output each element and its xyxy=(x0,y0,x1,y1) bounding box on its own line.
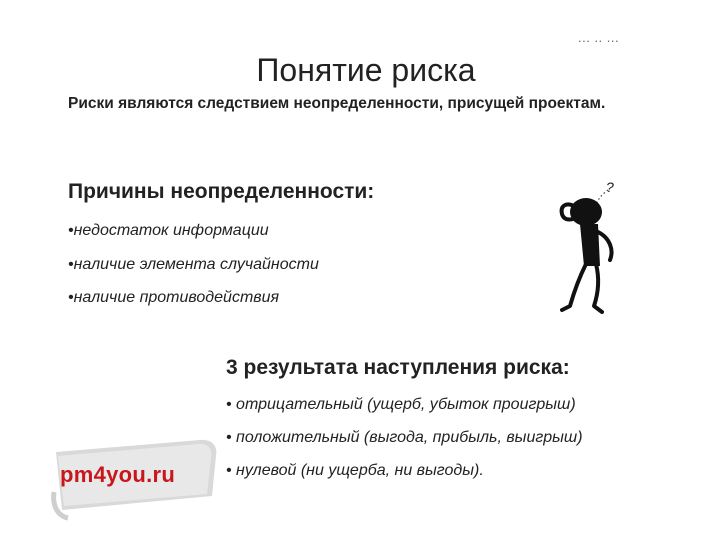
results-heading: 3 результата наступления риска: xyxy=(226,356,570,379)
question-mark-icon: ? xyxy=(606,179,614,195)
page-subtitle: Риски являются следствием неопределенности, присущей проектам. xyxy=(68,95,606,112)
cause-item: •наличие элемента случайности xyxy=(68,256,319,273)
result-item: • отрицательный (ущерб, убыток проигрыш) xyxy=(226,396,576,413)
result-item: • положительный (выгода, прибыль, выигрыш) xyxy=(226,429,583,446)
cause-item: •наличие противодействия xyxy=(68,289,280,306)
cause-item: •недостаток информации xyxy=(68,222,269,239)
corner-mark: ... .. ... xyxy=(578,30,620,45)
thinking-figure-illustration xyxy=(548,176,628,322)
page-title: Понятие риска xyxy=(256,52,476,88)
logo-text: pm4you.ru xyxy=(60,462,176,487)
result-item: • нулевой (ни ущерба, ни выгоды). xyxy=(226,462,484,479)
causes-heading: Причины неопределенности: xyxy=(68,180,375,203)
